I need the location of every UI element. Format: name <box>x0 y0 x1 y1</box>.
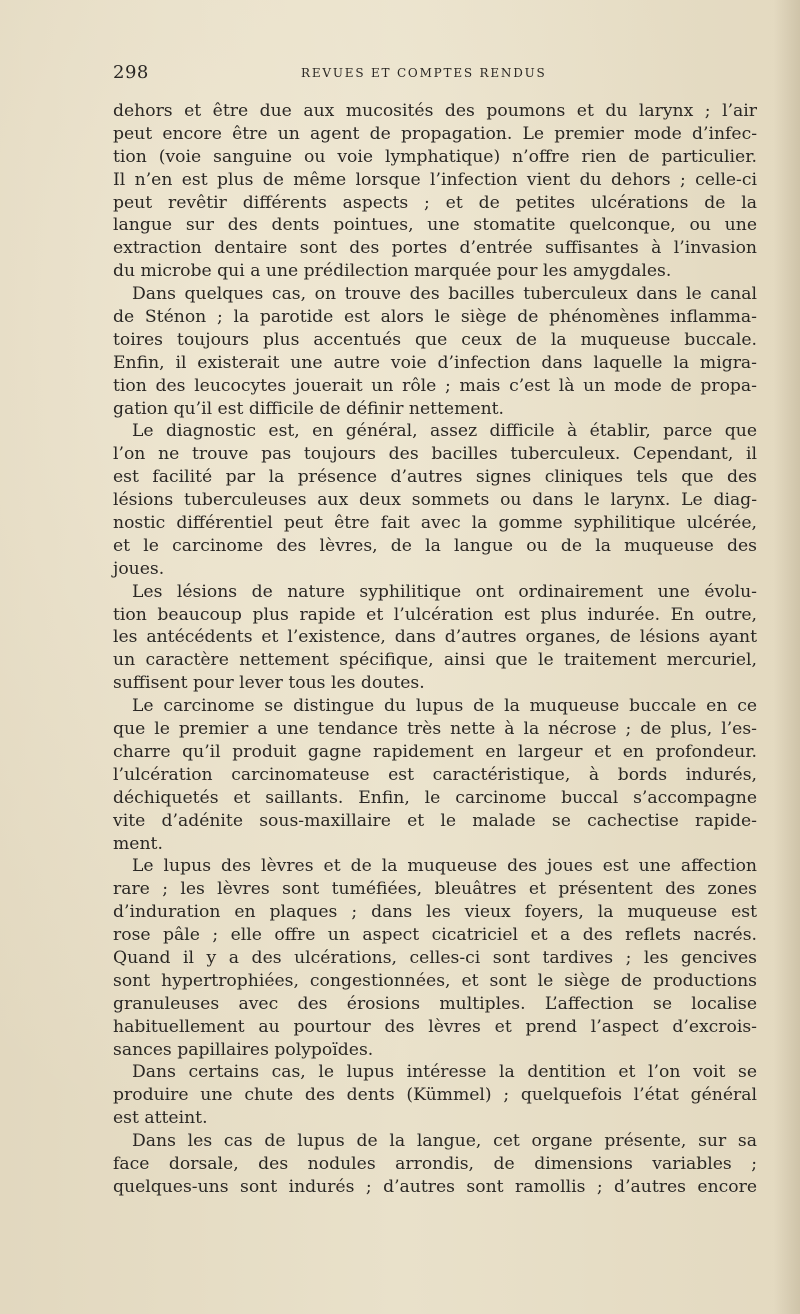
text-line: sont hypertrophiées, congestionnées, et sont le siège de productions <box>113 970 757 991</box>
page-edge-shadow <box>774 0 800 1314</box>
text-line: et le carcinome des lèvres, de la langue ou de la muqueuse des <box>113 535 757 556</box>
text-line: lésions tuberculeuses aux deux sommets ou dans le larynx. Le diag- <box>113 490 757 511</box>
text-line: tion beaucoup plus rapide et l’ulcération est plus indurée. En outre, <box>113 604 757 625</box>
text-line: tion (voie sanguine ou voie lymphatique) n’offre rien de particulier. <box>113 146 757 167</box>
text-line: l’on ne trouve pas toujours des bacilles tuberculeux. Cependant, il <box>113 444 757 465</box>
text-line: vite d’adénite sous-maxillaire et le malade se cachectise rapide- <box>113 810 757 831</box>
body-text <box>113 100 757 1199</box>
text-line: ment. <box>113 833 163 854</box>
text-line: nostic différentiel peut être fait avec la gomme syphilitique ulcérée, <box>113 513 757 534</box>
text-line: Les lésions de nature syphilitique ont ordinairement une évolu- <box>132 581 757 602</box>
text-line: tion des leucocytes jouerait un rôle ; mais c’est là un mode de propa- <box>113 375 757 396</box>
text-line: sances papillaires polypoïdes. <box>113 1039 374 1060</box>
page-number: 298 <box>113 62 149 83</box>
text-line: face dorsale, des nodules arrondis, de dimensions variables ; <box>113 1153 757 1174</box>
text-line: Quand il y a des ulcérations, celles-ci sont tardives ; les gencives <box>113 947 757 968</box>
text-line: toires toujours plus accentués que ceux de la muqueuse buccale. <box>113 329 757 350</box>
text-line: joues. <box>113 558 165 579</box>
text-line: Le lupus des lèvres et de la muqueuse des joues est une affection <box>132 856 757 877</box>
text-line: est atteint. <box>113 1108 208 1129</box>
text-line: gation qu’il est difficile de définir nettement. <box>113 398 505 419</box>
text-line: peut encore être un agent de propagation. Le premier mode d’infec- <box>113 123 757 144</box>
page-header <box>113 62 757 88</box>
text-line: de Sténon ; la parotide est alors le siège de phénomènes inflamma- <box>113 307 757 328</box>
text-line: rose pâle ; elle offre un aspect cicatriciel et a des reflets nacrés. <box>113 925 757 946</box>
text-line: langue sur des dents pointues, une stomatite quelconque, ou une <box>113 215 757 236</box>
text-line: Dans quelques cas, on trouve des bacilles tuberculeux dans le canal <box>132 284 757 305</box>
text-line: quelques-uns sont indurés ; d’autres sont ramollis ; d’autres encore <box>113 1176 757 1197</box>
text-line: Dans certains cas, le lupus intéresse la dentition et l’on voit se <box>132 1062 757 1083</box>
text-line: Dans les cas de lupus de la langue, cet organe présente, sur sa <box>132 1131 757 1152</box>
text-line: rare ; les lèvres sont tuméfiées, bleuâtres et présentent des zones <box>113 879 757 900</box>
text-line: dehors et être due aux mucosités des poumons et du larynx ; l’air <box>113 101 757 121</box>
text-line: Il n’en est plus de même lorsque l’infection vient du dehors ; celle-ci <box>113 169 757 190</box>
text-line: produire une chute des dents (Kümmel) ; quelquefois l’état général <box>113 1085 757 1106</box>
text-line: extraction dentaire sont des portes d’entrée suffisantes à l’invasion <box>113 238 757 259</box>
text-line: habituellement au pourtour des lèvres et prend l’aspect d’excrois- <box>113 1016 757 1037</box>
text-line: du microbe qui a une prédilection marquée pour les amygdales. <box>113 261 672 282</box>
text-line: Le diagnostic est, en général, assez difficile à établir, parce que <box>132 421 757 442</box>
text-line: Le carcinome se distingue du lupus de la muqueuse buccale en ce <box>132 696 757 717</box>
text-line: granuleuses avec des érosions multiples. L’affection se localise <box>113 993 757 1014</box>
text-line: l’ulcération carcinomateuse est caractéristique, à bords indurés, <box>113 764 757 785</box>
text-line: est facilité par la présence d’autres signes cliniques tels que des <box>113 467 757 488</box>
text-line: peut revêtir différents aspects ; et de petites ulcérations de la <box>113 192 757 213</box>
text-line: un caractère nettement spécifique, ainsi que le traitement mercuriel, <box>113 650 757 671</box>
text-line: les antécédents et l’existence, dans d’autres organes, de lésions ayant <box>113 627 757 648</box>
text-line: que le premier a une tendance très nette à la nécrose ; de plus, l’es- <box>113 719 757 740</box>
text-line: Enfin, il existerait une autre voie d’infection dans laquelle la migra- <box>113 352 757 373</box>
running-title: REVUES ET COMPTES RENDUS <box>301 66 547 80</box>
text-line: charre qu’il produit gagne rapidement en largeur et en profondeur. <box>113 741 757 762</box>
text-line: suffisent pour lever tous les doutes. <box>113 673 425 694</box>
text-line: déchiquetés et saillants. Enfin, le carcinome buccal s’accompagne <box>113 787 757 808</box>
text-line: d’induration en plaques ; dans les vieux foyers, la muqueuse est <box>113 902 757 923</box>
